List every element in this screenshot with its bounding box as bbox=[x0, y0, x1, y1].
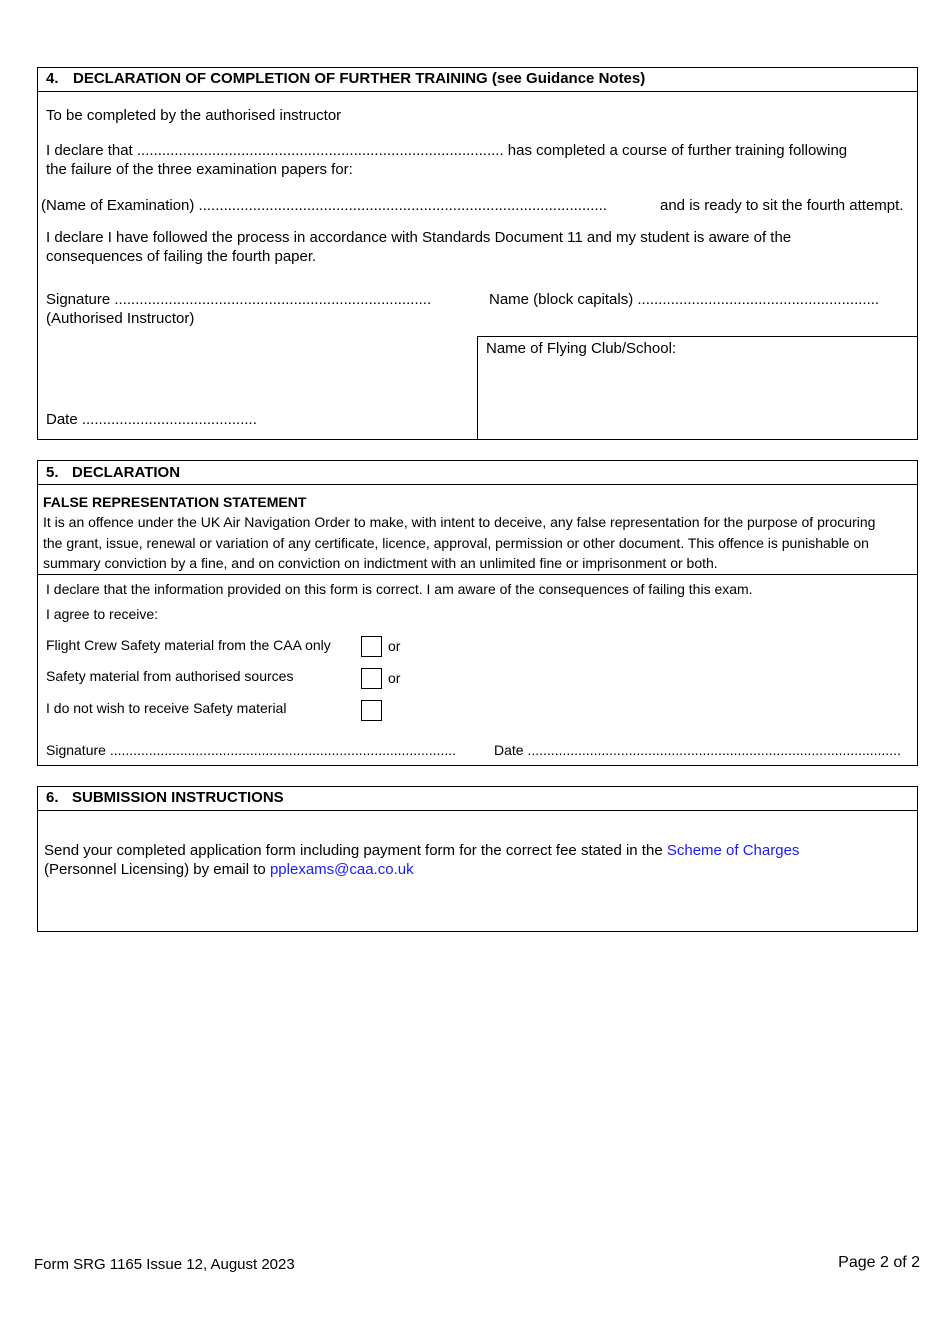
submission-text-part1: Send your completed application form including payment form for the correct fee stated in the bbox=[44, 842, 663, 859]
trainee-name-field[interactable]: I declare that ........................................................................................ has completed a course of further training following bbox=[46, 142, 848, 159]
footer-page-number: Page 2 of 2 bbox=[838, 1254, 920, 1271]
section-4-header-divider bbox=[37, 91, 918, 92]
instructor-date-field[interactable]: Date .......................................... bbox=[46, 411, 257, 428]
section-6-title: SUBMISSION INSTRUCTIONS bbox=[72, 789, 284, 806]
section-4-intro: To be completed by the authorised instructor bbox=[46, 107, 342, 124]
flying-club-field[interactable]: Name of Flying Club/School: bbox=[486, 340, 677, 357]
section-5-header-divider bbox=[37, 484, 918, 485]
exam-ready-text: and is ready to sit the fourth attempt. bbox=[660, 197, 904, 214]
false-representation-title: FALSE REPRESENTATION STATEMENT bbox=[43, 494, 307, 510]
declaration-text-line2: the failure of the three examination papers for: bbox=[46, 161, 353, 178]
instructor-signature-field[interactable]: Signature ............................................................................ bbox=[46, 291, 432, 308]
instructor-role-label: (Authorised Instructor) bbox=[46, 310, 195, 327]
applicant-signature-field[interactable]: Signature ......................................................................................... bbox=[46, 742, 456, 758]
option-authorised-or: or bbox=[388, 670, 401, 686]
process-text-line2: consequences of failing the fourth paper. bbox=[46, 248, 317, 265]
submission-text-part2: (Personnel Licensing) by email to bbox=[44, 861, 266, 878]
submission-text-line1 bbox=[44, 841, 799, 860]
section-5-title: DECLARATION bbox=[72, 464, 181, 481]
section-6-header-divider bbox=[37, 810, 918, 811]
option-none-checkbox[interactable] bbox=[361, 700, 382, 721]
section-4-number: 4. bbox=[46, 70, 59, 87]
email-link[interactable]: pplexams@caa.co.uk bbox=[269, 861, 414, 878]
section-5-statement-divider bbox=[37, 574, 918, 575]
flying-club-box-top bbox=[477, 336, 918, 337]
option-caa-label: Flight Crew Safety material from the CAA only bbox=[46, 637, 331, 653]
submission-text-line2 bbox=[44, 860, 414, 879]
false-representation-line3: summary conviction by a fine, and on conviction on indictment with an unlimited fine or imprisonment or both. bbox=[43, 555, 718, 571]
option-none-label: I do not wish to receive Safety material bbox=[46, 700, 287, 716]
scheme-of-charges-link[interactable]: Scheme of Charges bbox=[666, 842, 800, 859]
process-text-line1: I declare I have followed the process in accordance with Standards Document 11 and my student is aware of the bbox=[46, 229, 792, 246]
agree-to-receive-label: I agree to receive: bbox=[46, 606, 159, 622]
false-representation-line2: the grant, issue, renewal or variation of any certificate, licence, approval, permission or other document. This offence is punishable on bbox=[43, 535, 869, 551]
option-caa-checkbox[interactable] bbox=[361, 636, 382, 657]
applicant-date-field[interactable]: Date ................................................................................................ bbox=[494, 742, 901, 758]
option-authorised-label: Safety material from authorised sources bbox=[46, 668, 294, 684]
option-caa-or: or bbox=[388, 638, 401, 654]
section-6-number: 6. bbox=[46, 789, 59, 806]
section-5-number: 5. bbox=[46, 464, 59, 481]
flying-club-box-left bbox=[477, 336, 478, 440]
footer-form-id: Form SRG 1165 Issue 12, August 2023 bbox=[34, 1256, 295, 1273]
false-representation-line1: It is an offence under the UK Air Navigation Order to make, with intent to deceive, any false representation for the purpose of procuring bbox=[43, 514, 876, 530]
declaration-statement: I declare that the information provided on this form is correct. I am aware of the consequences of failing this exam. bbox=[46, 581, 753, 597]
option-authorised-checkbox[interactable] bbox=[361, 668, 382, 689]
section-4-title: DECLARATION OF COMPLETION OF FURTHER TRAINING (see Guidance Notes) bbox=[73, 70, 646, 87]
instructor-name-field[interactable]: Name (block capitals) .......................................................... bbox=[489, 291, 880, 308]
exam-name-field[interactable]: (Name of Examination) .................................................................................................. bbox=[41, 197, 607, 214]
